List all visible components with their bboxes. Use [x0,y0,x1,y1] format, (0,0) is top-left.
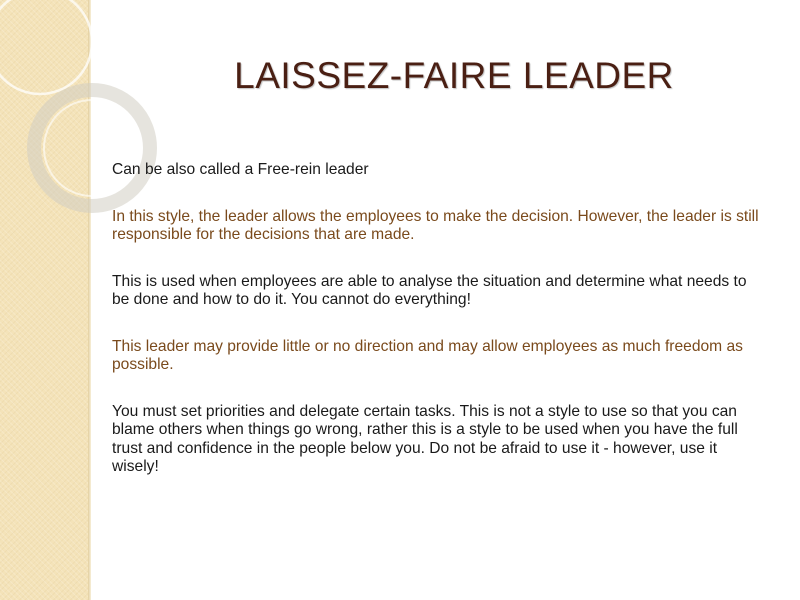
paragraph-priorities: You must set priorities and delegate certain tasks. This is not a style to use so that you can blame others when things go wrong, rather this is a style to be used when you have the full trust and confidence in the people below you. Do not be afraid to use it - however, use it wisely! [112,402,738,475]
paragraph-little-direction: This leader may provide little or no direction and may allow employees as much freedom as possible. [112,337,743,373]
paragraph-when-used: This is used when employees are able to analyse the situation and determine what needs to be done and how to do it. You cannot do everything! [112,272,747,308]
paragraph-free-rein: Can be also called a Free-rein leader [112,161,369,178]
slide-body [112,161,764,505]
paragraph-decision-making: In this style, the leader allows the employees to make the decision. However, the leader is still responsible for the decisions that are made. [112,207,759,243]
slide-title: LAISSEZ-FAIRE LEADER [234,55,674,96]
